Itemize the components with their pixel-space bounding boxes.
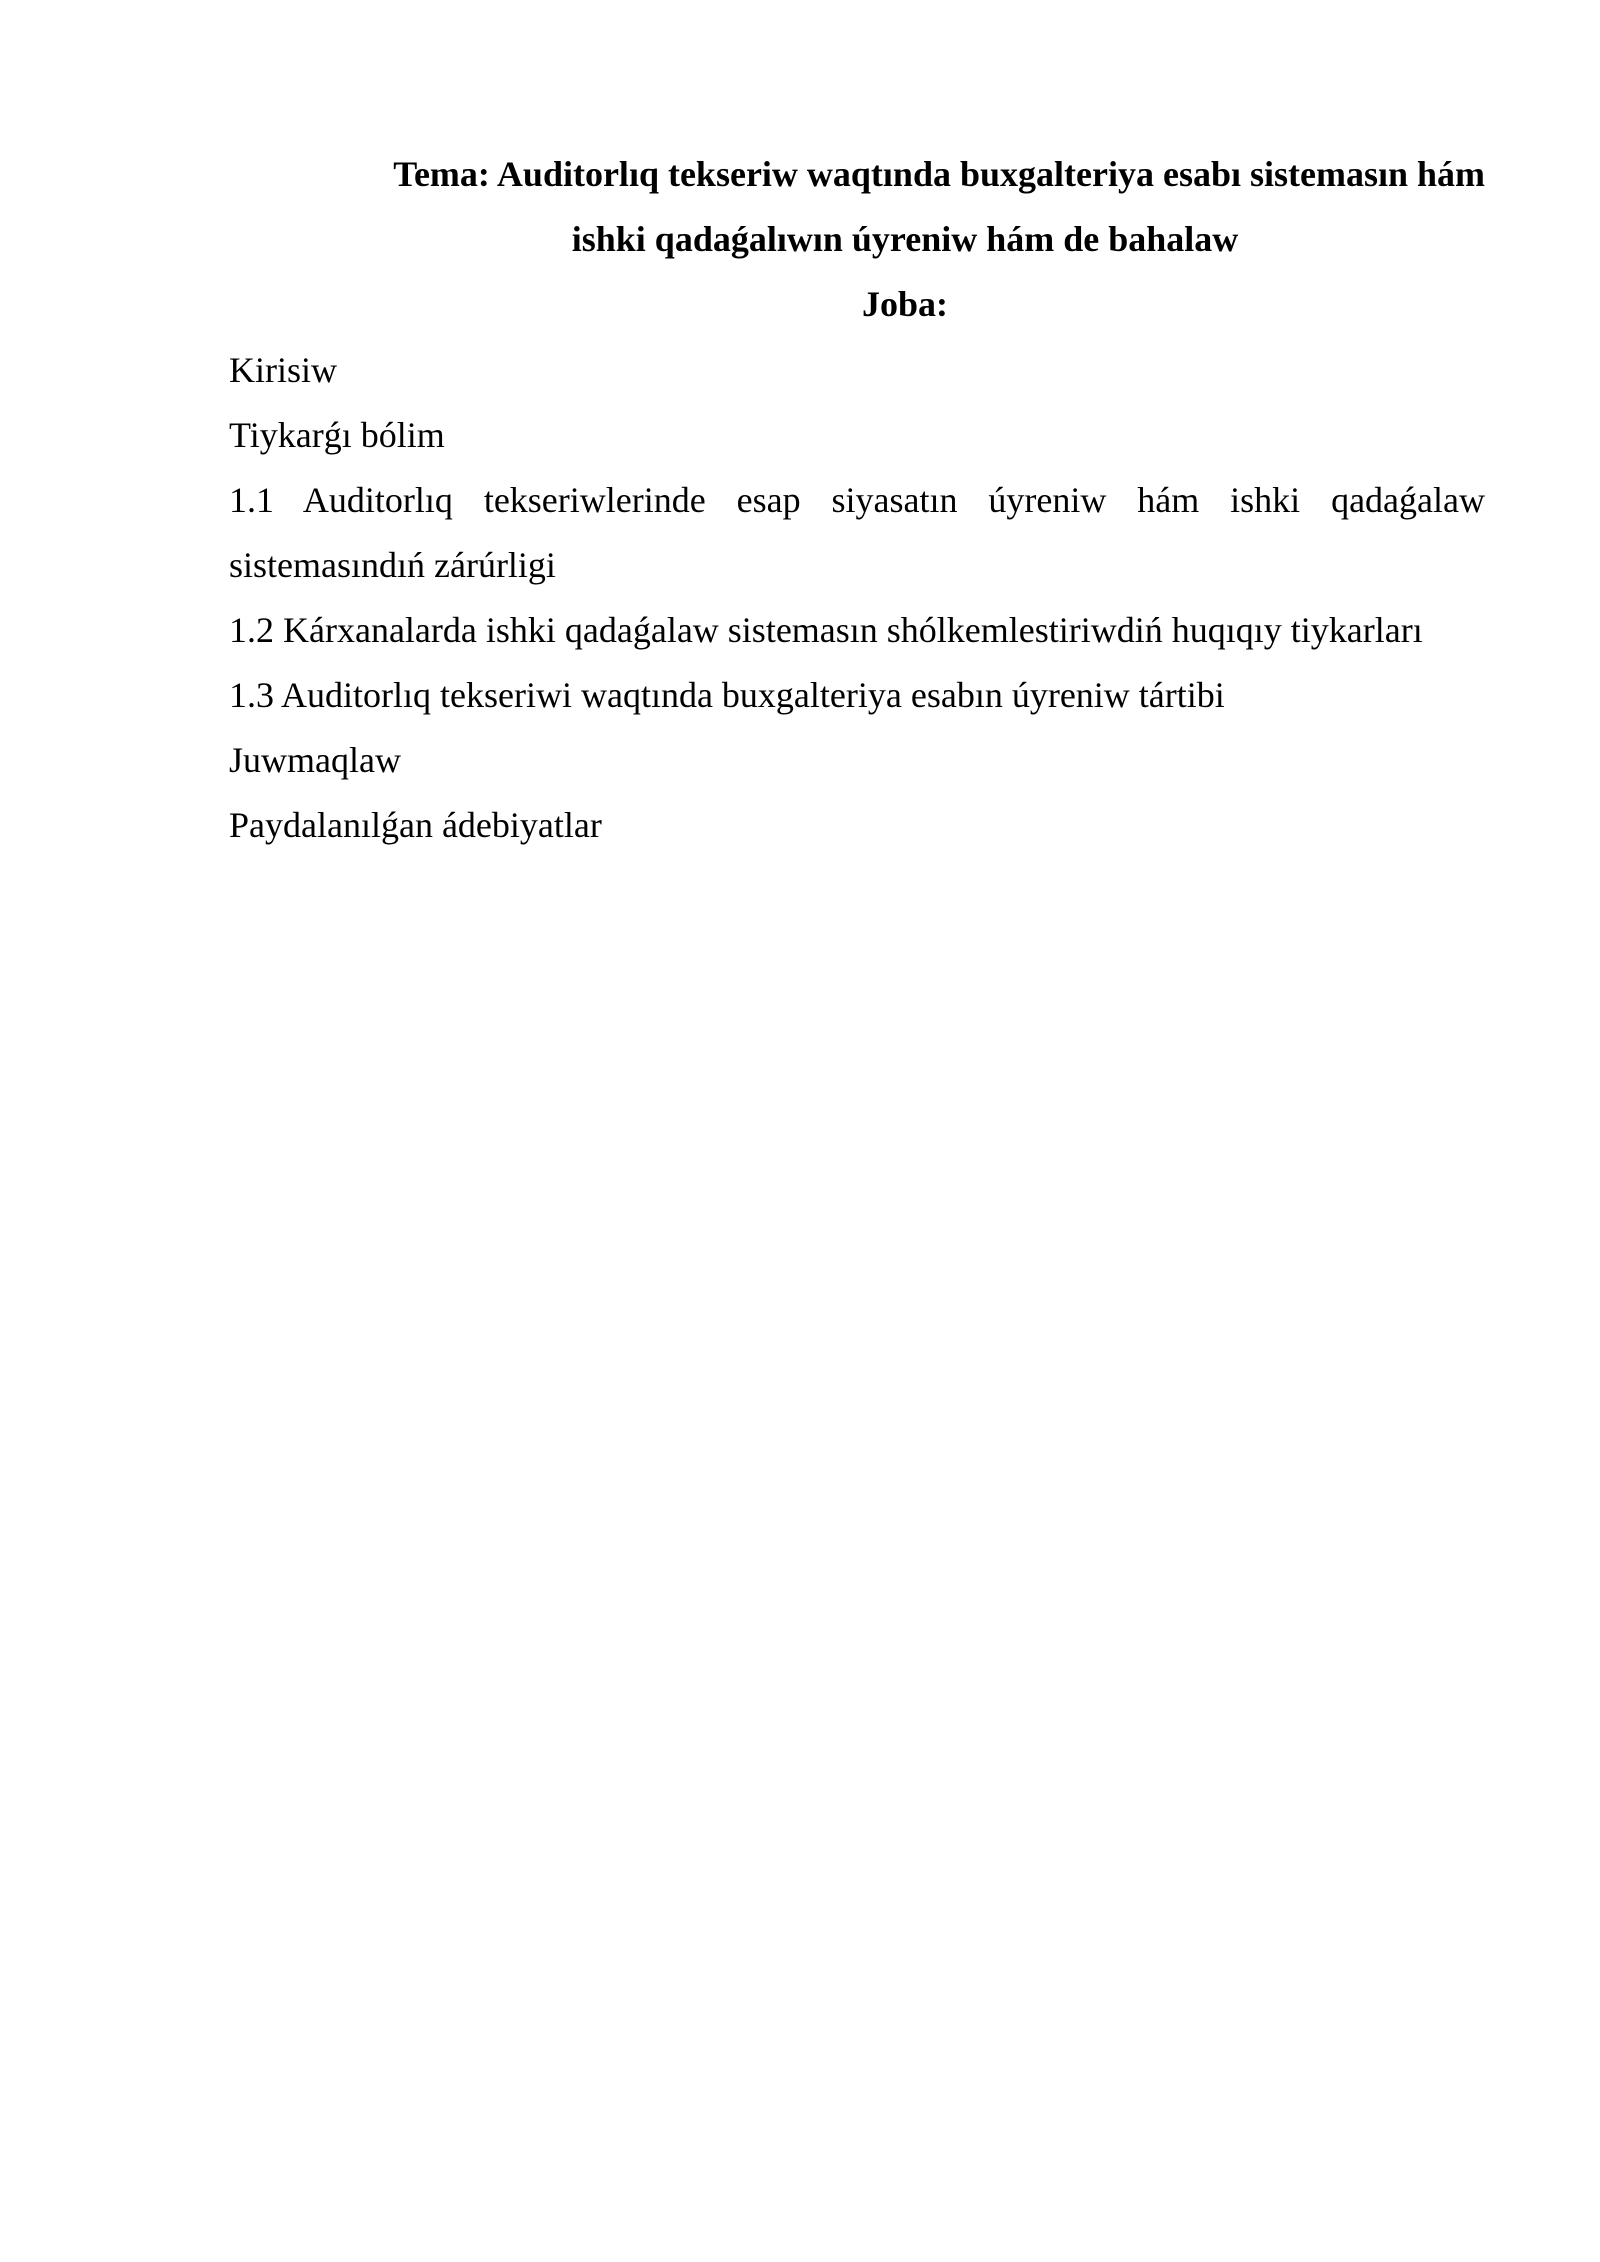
- plan-item-main-part: Tiykarǵı bólim: [229, 415, 445, 455]
- plan-item-introduction: Kirisiw: [229, 350, 337, 390]
- document-title: [230, 142, 1485, 272]
- plan-item-conclusion: Juwmaqlaw: [229, 740, 401, 780]
- title-line-2: ishki qadaǵalıwın úyreniw hám de bahalaw: [571, 219, 1239, 259]
- plan-item-references: Paydalanılǵan ádebiyatlar: [229, 805, 602, 845]
- plan-item-section-1-2: 1.2 Kárxanalarda ishki qadaǵalaw sistemasın shólkemlestiriwdiń huqıqıy tiykarları: [229, 610, 1423, 650]
- title-line-1: Tema: Auditorlıq tekseriw waqtında buxgalteriya esabı sistemasın hám: [393, 154, 1485, 194]
- plan-list: [229, 338, 1485, 858]
- plan-item-section-1-1: 1.1 Auditorlıq tekseriwlerinde esap siyasatın úyreniw hám ishki qadaǵalaw sistemasındıń zárúrligi: [229, 480, 1485, 585]
- plan-heading: Joba:: [861, 284, 948, 324]
- plan-item-section-1-3: 1.3 Auditorlıq tekseriwi waqtında buxgalteriya esabın úyreniw tártibi: [229, 675, 1225, 715]
